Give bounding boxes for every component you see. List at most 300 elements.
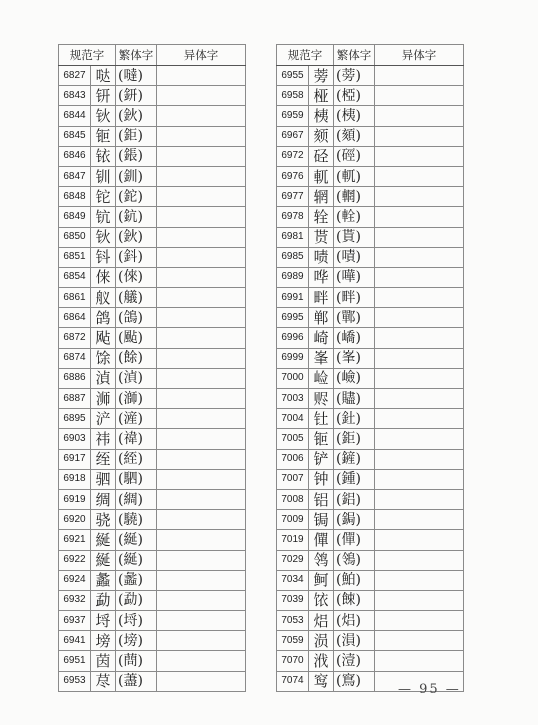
- standard-character: 塝: [91, 631, 116, 651]
- character-number: 6999: [277, 348, 309, 368]
- variant-character: [157, 590, 246, 610]
- traditional-character: (嶠): [334, 328, 375, 348]
- character-number: 6941: [59, 631, 91, 651]
- character-number: 7000: [277, 368, 309, 388]
- standard-character: 绸: [91, 489, 116, 509]
- standard-character: 埒: [91, 611, 116, 631]
- table-row: [277, 409, 464, 429]
- variant-character: [375, 631, 464, 651]
- variant-character: [375, 126, 464, 146]
- header-variant: 异体字: [157, 45, 246, 66]
- table-row: [277, 368, 464, 388]
- table-row: [59, 66, 246, 86]
- traditional-character: (湞): [116, 368, 157, 388]
- standard-character: 颏: [309, 126, 334, 146]
- character-number: 6843: [59, 86, 91, 106]
- standard-character: 贳: [309, 227, 334, 247]
- character-number: 6995: [277, 308, 309, 328]
- variant-character: [157, 86, 246, 106]
- table-row: [59, 308, 246, 328]
- traditional-character: (綢): [116, 489, 157, 509]
- table-row: [59, 510, 246, 530]
- character-number: 6981: [277, 227, 309, 247]
- table-row: [277, 429, 464, 449]
- character-number: 7005: [277, 429, 309, 449]
- header-standard: 规范字: [277, 45, 334, 66]
- variant-character: [157, 530, 246, 550]
- traditional-character: (椏): [334, 86, 375, 106]
- traditional-character: (鈥): [116, 106, 157, 126]
- traditional-character: (蒡): [334, 66, 375, 86]
- standard-character: 铊: [91, 187, 116, 207]
- traditional-character: (溳): [334, 631, 375, 651]
- standard-character: 茵: [91, 651, 116, 671]
- table-row: [277, 631, 464, 651]
- character-number: 6967: [277, 126, 309, 146]
- table-row: [59, 348, 246, 368]
- traditional-character: (釧): [116, 166, 157, 186]
- traditional-character: (嘩): [334, 267, 375, 287]
- standard-character: 辁: [309, 207, 334, 227]
- character-number: 6953: [59, 671, 91, 691]
- character-number: 6958: [277, 86, 309, 106]
- traditional-character: (鋁): [334, 489, 375, 509]
- table-row: [277, 328, 464, 348]
- table-row: [277, 207, 464, 227]
- variant-character: [157, 288, 246, 308]
- character-number: 7007: [277, 469, 309, 489]
- table-row: [277, 469, 464, 489]
- standard-character: 崎: [309, 328, 334, 348]
- table-row: [59, 187, 246, 207]
- character-number: 6846: [59, 146, 91, 166]
- traditional-character: (蠡): [116, 570, 157, 590]
- traditional-character: (鋦): [334, 510, 375, 530]
- variant-character: [157, 469, 246, 489]
- variant-character: [375, 449, 464, 469]
- standard-character: 崄: [309, 368, 334, 388]
- variant-character: [157, 227, 246, 247]
- table-row: [59, 631, 246, 651]
- table-row: [59, 166, 246, 186]
- table-row: [277, 651, 464, 671]
- variant-character: [157, 247, 246, 267]
- standard-character: 焒: [309, 611, 334, 631]
- standard-character: 畔: [309, 288, 334, 308]
- traditional-character: (硜): [334, 146, 375, 166]
- standard-character: 綖: [91, 550, 116, 570]
- character-number: 6919: [59, 489, 91, 509]
- variant-character: [157, 348, 246, 368]
- traditional-character: (鏟): [334, 449, 375, 469]
- standard-character: 郸: [309, 308, 334, 328]
- table-row: [277, 86, 464, 106]
- table-row: [59, 611, 246, 631]
- character-number: 6827: [59, 66, 91, 86]
- variant-character: [157, 328, 246, 348]
- character-number: 7009: [277, 510, 309, 530]
- traditional-character: (鉅): [116, 126, 157, 146]
- character-number: 7053: [277, 611, 309, 631]
- character-number: 6847: [59, 166, 91, 186]
- traditional-character: (絰): [116, 449, 157, 469]
- standard-character: 啧: [309, 247, 334, 267]
- character-number: 6887: [59, 389, 91, 409]
- character-number: 7004: [277, 409, 309, 429]
- traditional-character: (鴿): [116, 308, 157, 328]
- standard-character: 钟: [309, 469, 334, 489]
- standard-character: 钷: [91, 126, 116, 146]
- character-number: 7070: [277, 651, 309, 671]
- standard-character: 钬: [91, 106, 116, 126]
- character-number: 6932: [59, 590, 91, 610]
- traditional-character: (焒): [334, 611, 375, 631]
- character-number: 6903: [59, 429, 91, 449]
- standard-character: 哗: [309, 267, 334, 287]
- table-row: [277, 166, 464, 186]
- standard-character: 綖: [91, 530, 116, 550]
- variant-character: [375, 368, 464, 388]
- table-row: [59, 489, 246, 509]
- character-number: 6886: [59, 368, 91, 388]
- standard-character: 绖: [91, 449, 116, 469]
- variant-character: [375, 308, 464, 328]
- traditional-character: (塝): [116, 631, 157, 651]
- standard-character: 骁: [91, 510, 116, 530]
- standard-character: 钪: [91, 207, 116, 227]
- traditional-character: (驍): [116, 510, 157, 530]
- character-number: 6864: [59, 308, 91, 328]
- character-number: 6985: [277, 247, 309, 267]
- character-number: 6844: [59, 106, 91, 126]
- standard-character: 赆: [309, 389, 334, 409]
- table-row: [59, 469, 246, 489]
- variant-character: [157, 106, 246, 126]
- standard-character: 钭: [91, 247, 116, 267]
- table-row: [277, 510, 464, 530]
- standard-character: 勐: [91, 590, 116, 610]
- traditional-character: (餗): [334, 590, 375, 610]
- standard-character: 钬: [91, 227, 116, 247]
- variant-character: [375, 247, 464, 267]
- traditional-character: (桋): [334, 106, 375, 126]
- table-row: [277, 247, 464, 267]
- traditional-character: (釷): [334, 409, 375, 429]
- table-row: [277, 227, 464, 247]
- variant-character: [375, 348, 464, 368]
- traditional-character: (噠): [116, 66, 157, 86]
- table-row: [277, 570, 464, 590]
- standard-character: 僤: [309, 530, 334, 550]
- standard-character: 锔: [309, 510, 334, 530]
- header-standard: 规范字: [59, 45, 116, 66]
- variant-character: [375, 106, 464, 126]
- variant-character: [157, 449, 246, 469]
- standard-character: 蒡: [309, 66, 334, 86]
- standard-character: 湞: [91, 368, 116, 388]
- character-number: 6924: [59, 570, 91, 590]
- traditional-character: (勐): [116, 590, 157, 610]
- variant-character: [157, 651, 246, 671]
- table-row: [277, 187, 464, 207]
- table-row: [277, 288, 464, 308]
- traditional-character: (鍾): [334, 469, 375, 489]
- traditional-character: (鈧): [116, 207, 157, 227]
- standard-character: 铲: [309, 449, 334, 469]
- standard-character: 祎: [91, 429, 116, 449]
- traditional-character: (嶮): [334, 368, 375, 388]
- variant-character: [375, 530, 464, 550]
- character-number: 6854: [59, 267, 91, 287]
- variant-character: [375, 66, 464, 86]
- traditional-character: (贐): [334, 389, 375, 409]
- table-row: [59, 530, 246, 550]
- table-row: [277, 449, 464, 469]
- standard-character: 饻: [309, 590, 334, 610]
- standard-character: 钷: [309, 429, 334, 449]
- character-number: 7008: [277, 489, 309, 509]
- standard-character: 钏: [91, 166, 116, 186]
- traditional-character: (鴒): [334, 550, 375, 570]
- table-row: [59, 590, 246, 610]
- variant-character: [375, 267, 464, 287]
- traditional-character: (輇): [334, 207, 375, 227]
- variant-character: [375, 328, 464, 348]
- table-row: [59, 207, 246, 227]
- standard-character: 桋: [309, 106, 334, 126]
- standard-character: 舣: [91, 288, 116, 308]
- character-number: 6918: [59, 469, 91, 489]
- character-number: 6991: [277, 288, 309, 308]
- traditional-character: (鄲): [334, 308, 375, 328]
- variant-character: [375, 227, 464, 247]
- standard-character: 鸰: [309, 550, 334, 570]
- traditional-character: (軏): [334, 166, 375, 186]
- standard-character: 窎: [309, 671, 334, 691]
- character-number: 7074: [277, 671, 309, 691]
- variant-character: [157, 187, 246, 207]
- standard-character: 峯: [309, 348, 334, 368]
- variant-character: [157, 550, 246, 570]
- traditional-character: (溮): [116, 389, 157, 409]
- character-number: 6922: [59, 550, 91, 570]
- variant-character: [157, 429, 246, 449]
- variant-character: [157, 166, 246, 186]
- table-row: [59, 146, 246, 166]
- header-traditional: 繁体字: [116, 45, 157, 66]
- right-character-table: [276, 44, 464, 692]
- character-number: 7039: [277, 590, 309, 610]
- table-row: [59, 328, 246, 348]
- variant-character: [157, 570, 246, 590]
- character-number: 6976: [277, 166, 309, 186]
- table-row: [59, 227, 246, 247]
- variant-character: [375, 389, 464, 409]
- character-number: 6972: [277, 146, 309, 166]
- traditional-character: (艤): [116, 288, 157, 308]
- header-traditional: 繁体字: [334, 45, 375, 66]
- standard-character: 辋: [309, 187, 334, 207]
- standard-character: 鸽: [91, 308, 116, 328]
- traditional-character: (潱): [334, 651, 375, 671]
- standard-character: 钘: [91, 86, 116, 106]
- table-row: [59, 389, 246, 409]
- character-number: 6996: [277, 328, 309, 348]
- variant-character: [375, 187, 464, 207]
- character-number: 7029: [277, 550, 309, 570]
- character-number: 6845: [59, 126, 91, 146]
- character-number: 7059: [277, 631, 309, 651]
- traditional-character: (綖): [116, 550, 157, 570]
- character-number: 6895: [59, 409, 91, 429]
- traditional-character: (窵): [334, 671, 375, 691]
- traditional-character: (埒): [116, 611, 157, 631]
- header-variant: 异体字: [375, 45, 464, 66]
- standard-character: 涢: [309, 631, 334, 651]
- table-row: [59, 106, 246, 126]
- standard-character: 飐: [91, 328, 116, 348]
- table-row: [277, 308, 464, 328]
- character-number: 6849: [59, 207, 91, 227]
- variant-character: [375, 86, 464, 106]
- traditional-character: (鈄): [116, 247, 157, 267]
- table-row: [59, 449, 246, 469]
- traditional-character: (鮊): [334, 570, 375, 590]
- variant-character: [375, 550, 464, 570]
- table-row: [277, 389, 464, 409]
- traditional-character: (貰): [334, 227, 375, 247]
- character-number: 6951: [59, 651, 91, 671]
- character-number: 6955: [277, 66, 309, 86]
- character-number: 6872: [59, 328, 91, 348]
- page-number: — 95 —: [398, 682, 461, 697]
- character-number: 7006: [277, 449, 309, 469]
- variant-character: [375, 570, 464, 590]
- character-number: 6874: [59, 348, 91, 368]
- standard-character: 荩: [91, 671, 116, 691]
- character-number: 6978: [277, 207, 309, 227]
- character-number: 7019: [277, 530, 309, 550]
- traditional-character: (鉅): [334, 429, 375, 449]
- character-number: 6937: [59, 611, 91, 631]
- traditional-character: (鈥): [116, 227, 157, 247]
- traditional-character: (頦): [334, 126, 375, 146]
- traditional-character: (滻): [116, 409, 157, 429]
- variant-character: [157, 631, 246, 651]
- table-row: [59, 550, 246, 570]
- standard-character: 哒: [91, 66, 116, 86]
- table-row: [277, 530, 464, 550]
- character-number: 6959: [277, 106, 309, 126]
- table-row: [59, 267, 246, 287]
- variant-character: [375, 469, 464, 489]
- variant-character: [375, 651, 464, 671]
- character-number: 6917: [59, 449, 91, 469]
- traditional-character: (鋹): [116, 146, 157, 166]
- standard-character: 俫: [91, 267, 116, 287]
- traditional-character: (嘖): [334, 247, 375, 267]
- standard-character: 铝: [309, 489, 334, 509]
- traditional-character: (藎): [116, 671, 157, 691]
- left-character-table: [58, 44, 246, 692]
- character-number: 6977: [277, 187, 309, 207]
- variant-character: [157, 308, 246, 328]
- table-row: [277, 590, 464, 610]
- variant-character: [157, 611, 246, 631]
- variant-character: [375, 409, 464, 429]
- traditional-character: (鉈): [116, 187, 157, 207]
- table-row: [59, 429, 246, 449]
- table-row: [59, 288, 246, 308]
- standard-character: 钍: [309, 409, 334, 429]
- standard-character: 硁: [309, 146, 334, 166]
- variant-character: [375, 429, 464, 449]
- standard-character: 軏: [309, 166, 334, 186]
- variant-character: [375, 611, 464, 631]
- variant-character: [375, 510, 464, 530]
- standard-character: 浉: [91, 389, 116, 409]
- traditional-character: (畔): [334, 288, 375, 308]
- traditional-character: (倈): [116, 267, 157, 287]
- table-row: [277, 66, 464, 86]
- table-row: [277, 106, 464, 126]
- table-row: [277, 267, 464, 287]
- table-row: [277, 489, 464, 509]
- character-number: 6921: [59, 530, 91, 550]
- table-row: [59, 570, 246, 590]
- standard-character: 馀: [91, 348, 116, 368]
- standard-character: 桠: [309, 86, 334, 106]
- table-row: [59, 368, 246, 388]
- traditional-character: (颭): [116, 328, 157, 348]
- character-number: 6861: [59, 288, 91, 308]
- variant-character: [375, 166, 464, 186]
- standard-character: 鲄: [309, 570, 334, 590]
- traditional-character: (鈃): [116, 86, 157, 106]
- traditional-character: (餘): [116, 348, 157, 368]
- traditional-character: (蔄): [116, 651, 157, 671]
- variant-character: [375, 146, 464, 166]
- standard-character: 驷: [91, 469, 116, 489]
- variant-character: [157, 510, 246, 530]
- standard-character: 蠡: [91, 570, 116, 590]
- variant-character: [157, 671, 246, 691]
- character-number: 6850: [59, 227, 91, 247]
- variant-character: [375, 288, 464, 308]
- character-number: 6851: [59, 247, 91, 267]
- table-row: [277, 611, 464, 631]
- variant-character: [375, 590, 464, 610]
- traditional-character: (綖): [116, 530, 157, 550]
- variant-character: [157, 207, 246, 227]
- table-row: [59, 126, 246, 146]
- standard-character: 浐: [91, 409, 116, 429]
- table-row: [277, 146, 464, 166]
- variant-character: [157, 409, 246, 429]
- traditional-character: (僤): [334, 530, 375, 550]
- table-row: [59, 651, 246, 671]
- variant-character: [157, 126, 246, 146]
- character-number: 6848: [59, 187, 91, 207]
- variant-character: [157, 389, 246, 409]
- standard-character: 浌: [309, 651, 334, 671]
- table-row: [277, 348, 464, 368]
- variant-character: [375, 207, 464, 227]
- variant-character: [157, 66, 246, 86]
- table-row: [277, 126, 464, 146]
- table-row: [59, 247, 246, 267]
- traditional-character: (輞): [334, 187, 375, 207]
